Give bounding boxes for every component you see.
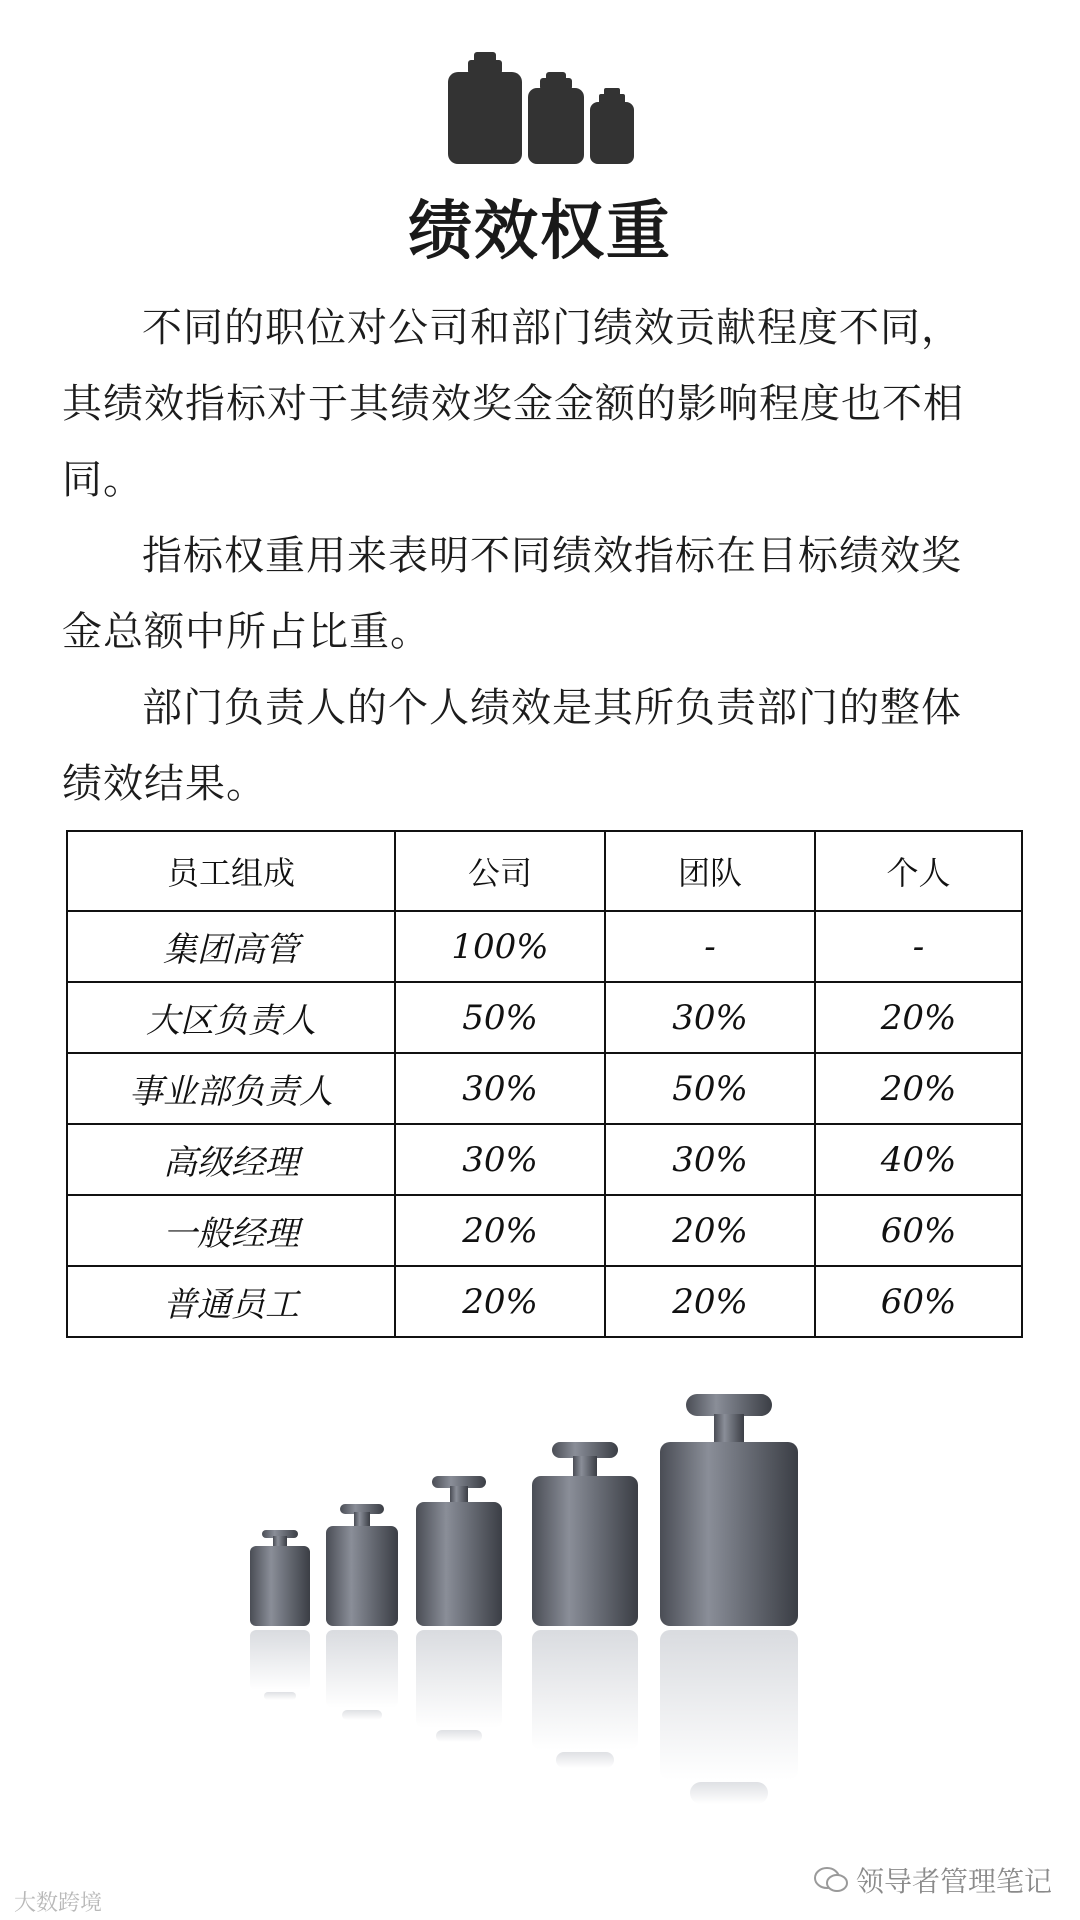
table-cell: 30%	[605, 1124, 815, 1195]
page-title: 绩效权重	[408, 195, 672, 269]
table-cell: 20%	[605, 1266, 815, 1337]
weights-icon	[448, 52, 638, 164]
table-cell: 30%	[605, 982, 815, 1053]
table-cell: 大区负责人	[67, 982, 395, 1053]
table-cell: 集团高管	[67, 911, 395, 982]
weight-icon	[326, 1504, 398, 1720]
wechat-icon	[814, 1866, 848, 1894]
table-cell: 一般经理	[67, 1195, 395, 1266]
table-cell: 事业部负责人	[67, 1053, 395, 1124]
intro-text	[62, 290, 1002, 822]
table-cell: 60%	[815, 1195, 1022, 1266]
table-header-cell: 员工组成	[67, 831, 395, 911]
table-cell: 20%	[605, 1195, 815, 1266]
table-row	[67, 1195, 1022, 1266]
weight-icon	[416, 1476, 502, 1742]
table-row	[67, 1053, 1022, 1124]
table-row	[67, 982, 1022, 1053]
table-cell: -	[605, 911, 815, 982]
table-cell: 20%	[815, 1053, 1022, 1124]
paragraph: 指标权重用来表明不同绩效指标在目标绩效奖金总额中所占比重。	[62, 533, 962, 655]
weight-icon	[660, 1394, 798, 1804]
table-row	[67, 911, 1022, 982]
table-cell: 40%	[815, 1124, 1022, 1195]
weight-icon	[532, 1442, 638, 1768]
table-cell: 50%	[395, 982, 605, 1053]
weights-table	[66, 830, 1023, 1338]
table-cell: 50%	[605, 1053, 815, 1124]
table-cell: 高级经理	[67, 1124, 395, 1195]
metal-weights-illustration	[240, 1370, 800, 1890]
table-row	[67, 1266, 1022, 1337]
table-cell: 30%	[395, 1053, 605, 1124]
paragraph: 部门负责人的个人绩效是其所负责部门的整体绩效结果。	[62, 685, 962, 807]
watermark	[14, 1886, 102, 1917]
account-name: 领导者管理笔记	[855, 1865, 1052, 1898]
table-cell: -	[815, 911, 1022, 982]
paragraph: 不同的职位对公司和部门绩效贡献程度不同，其绩效指标对于其绩效奖金金额的影响程度也不相同。	[62, 305, 964, 503]
watermark-text: 大数跨境	[14, 1891, 103, 1916]
table-header-row	[67, 831, 1022, 911]
table-header-cell: 团队	[605, 831, 815, 911]
table-header-cell: 个人	[815, 831, 1022, 911]
table-cell: 60%	[815, 1266, 1022, 1337]
weight-icon	[250, 1530, 310, 1700]
table-cell: 20%	[395, 1195, 605, 1266]
table-cell: 普通员工	[67, 1266, 395, 1337]
table-row	[67, 1124, 1022, 1195]
table-cell: 20%	[815, 982, 1022, 1053]
table-cell: 100%	[395, 911, 605, 982]
table-header-cell: 公司	[395, 831, 605, 911]
account-watermark	[814, 1860, 1052, 1900]
table-cell: 20%	[395, 1266, 605, 1337]
table-cell: 30%	[395, 1124, 605, 1195]
